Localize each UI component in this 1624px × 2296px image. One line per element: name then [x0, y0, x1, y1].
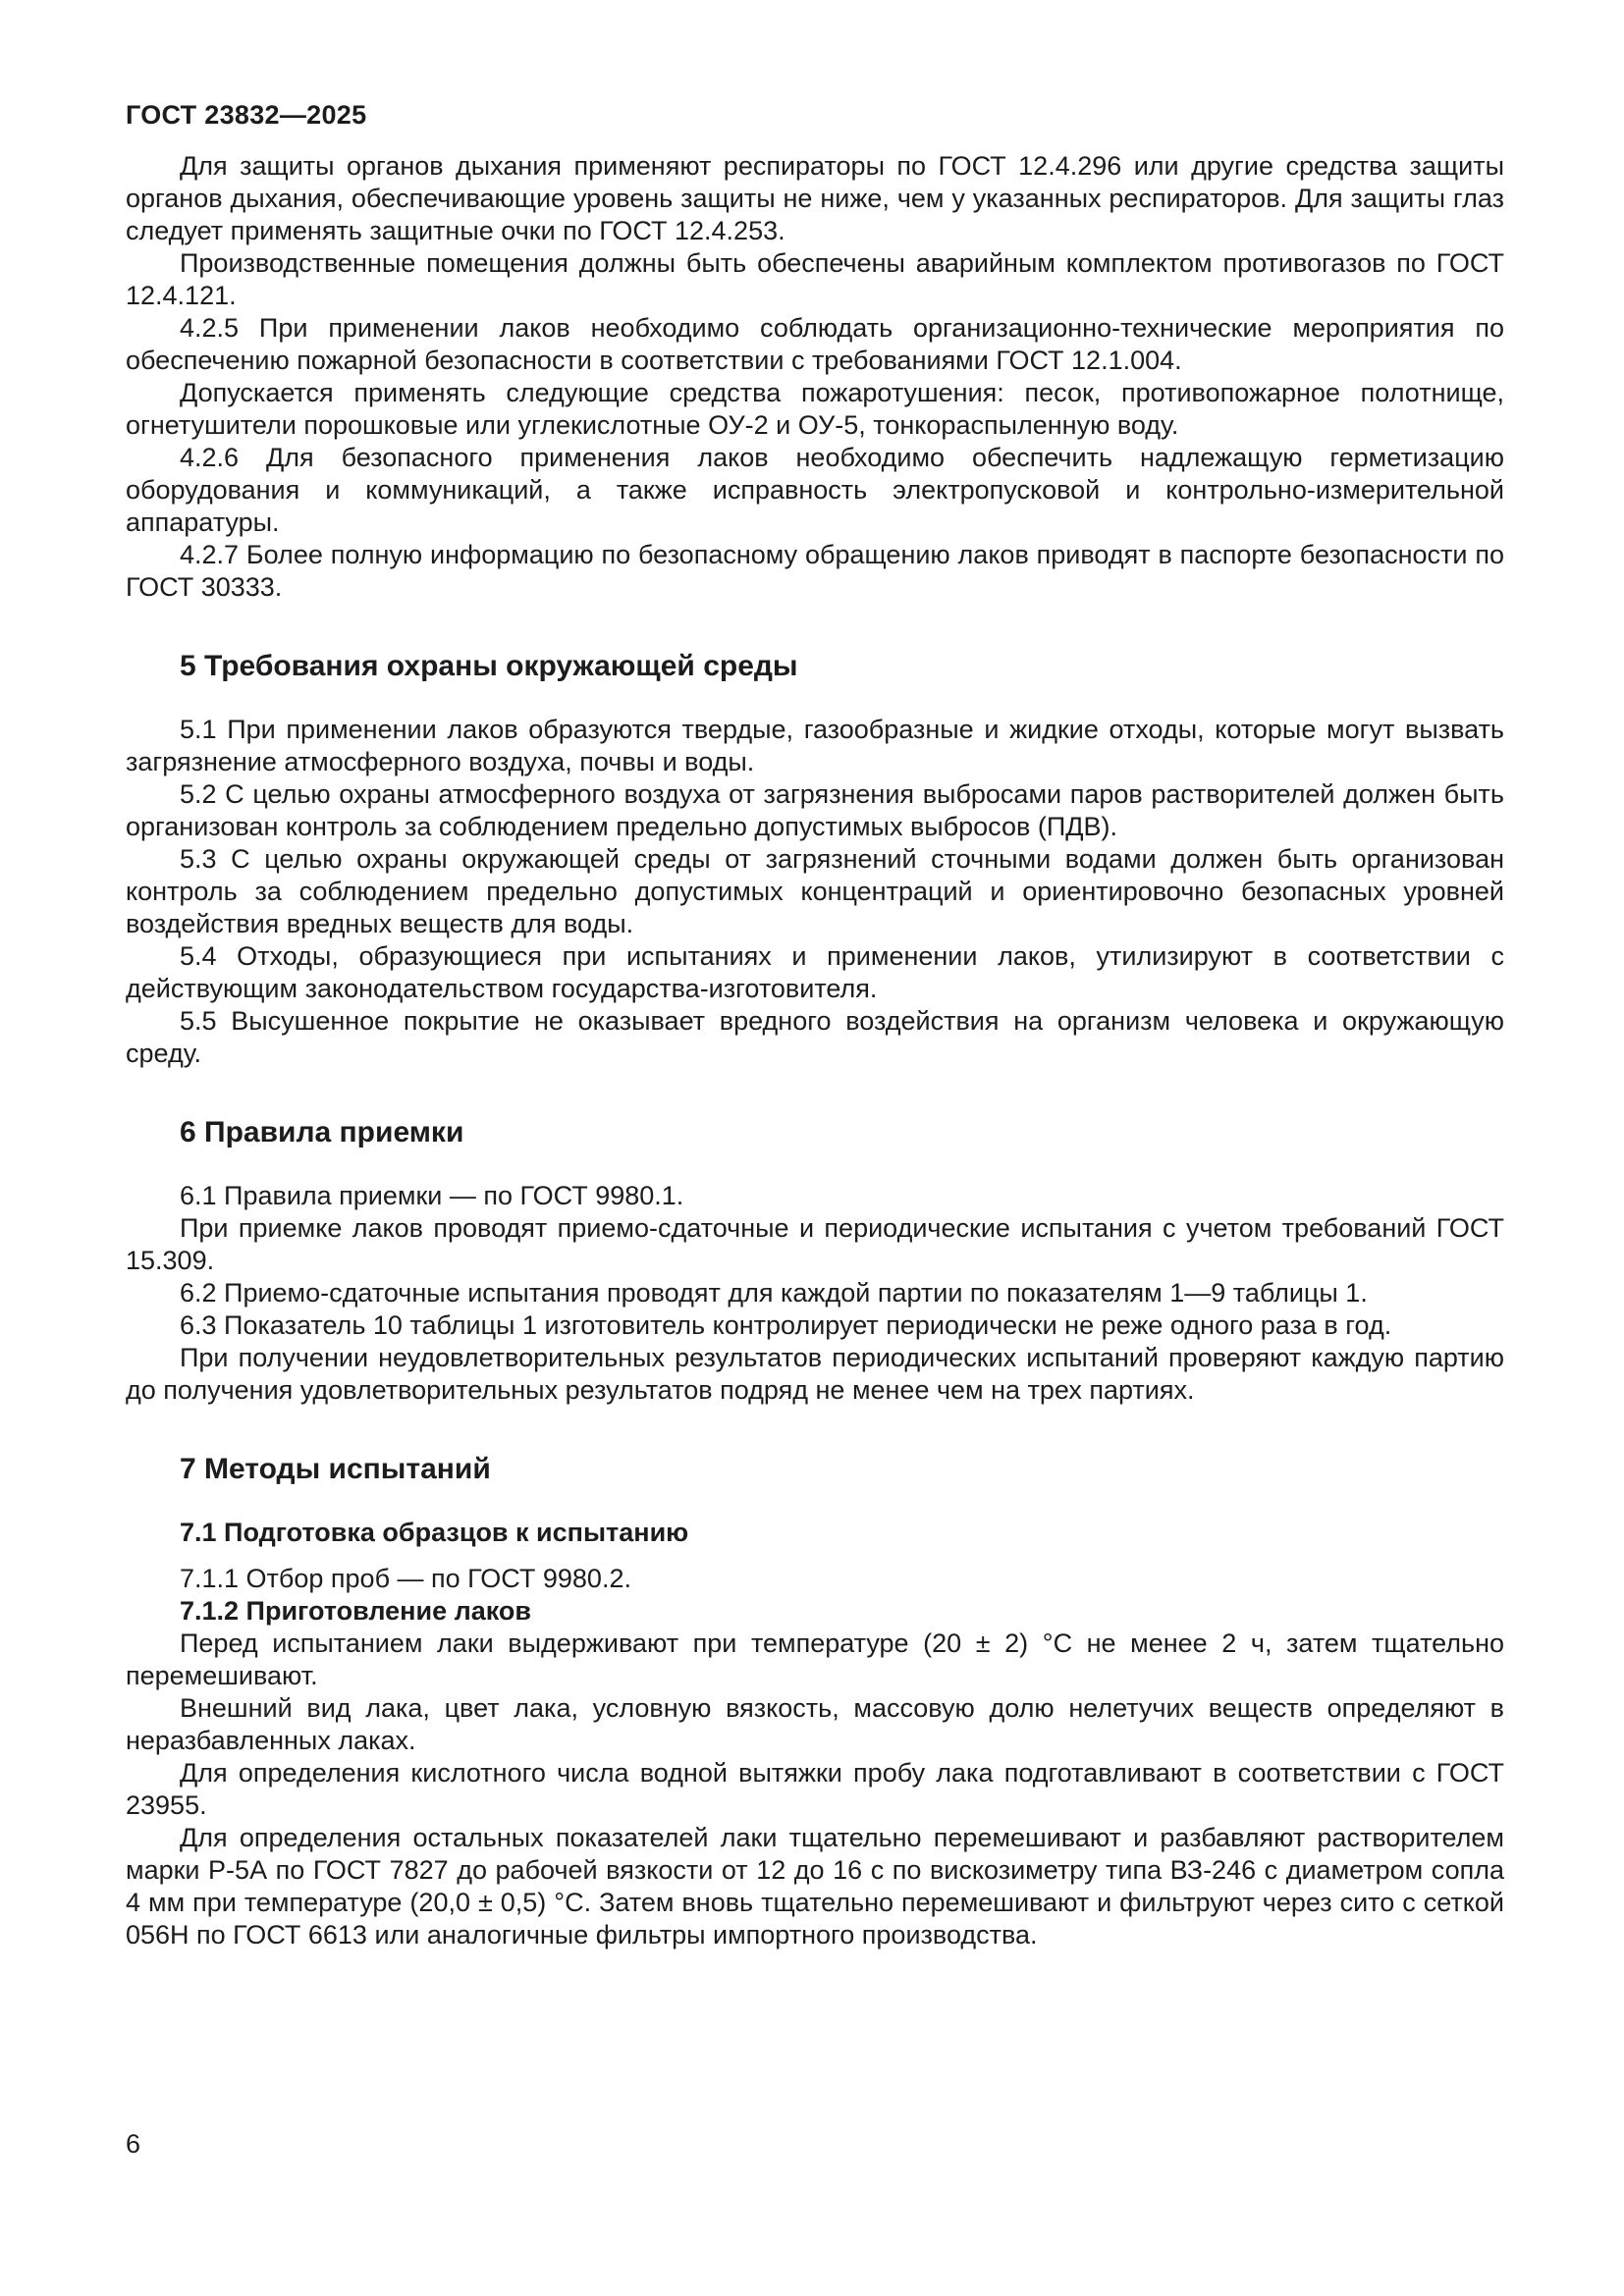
paragraph: 6.1 Правила приемки — по ГОСТ 9980.1. [180, 1181, 684, 1210]
section-7-title: 7 Методы испытаний [180, 1453, 491, 1485]
subsection-7-1-title: 7.1 Подготовка образцов к испытанию [180, 1518, 689, 1547]
paragraph: Производственные помещения должны быть обеспечены аварийным комплектом противогазов по ГОСТ 12.4.121. [126, 248, 1504, 310]
paragraph: 7.1.1 Отбор проб — по ГОСТ 9980.2. [180, 1564, 631, 1593]
paragraph: Для определения остальных показателей лаки тщательно перемешивают и разбавляют растворителем марки Р-5А по ГОСТ 7827 до рабочей вязкости от 12 до 16 с по вискозиметру типа ВЗ-246 с диаметром сопла 4 мм при температуре (20,0 ± 0,5) °С. Затем вновь тщательно перемешивают и фильтруют через сито с сеткой 056Н по ГОСТ 6613 или аналогичные фильтры импортного производства. [126, 1823, 1504, 1949]
subsection-7-1-2-title: 7.1.2 Приготовление лаков [180, 1596, 532, 1626]
paragraph: 5.3 С целью охраны окружающей среды от загрязнений сточными водами должен быть организован контроль за соблюдением предельно допустимых концентраций и ориентировочно безопасных уровней воздействия вредных веществ для воды. [126, 844, 1504, 938]
paragraph: 6.3 Показатель 10 таблицы 1 изготовитель контролирует периодически не реже одного раза в год. [180, 1310, 1392, 1340]
paragraph: Перед испытанием лаки выдерживают при температуре (20 ± 2) °С не менее 2 ч, затем тщательно перемешивают. [126, 1629, 1504, 1690]
paragraph: Допускается применять следующие средства пожаротушения: песок, противопожарное полотнище, огнетушители порошковые или углекислотные ОУ-2 и ОУ-5, тонкораспыленную воду. [126, 378, 1504, 440]
paragraph: 5.4 Отходы, образующиеся при испытаниях и применении лаков, утилизируют в соответствии с действующим законодательством государства-изготовителя. [126, 941, 1504, 1003]
paragraph: Для защиты органов дыхания применяют респираторы по ГОСТ 12.4.296 или другие средства защиты органов дыхания, обеспечивающие уровень защиты не ниже, чем у указанных респираторов. Для защиты глаз следует применять защитные очки по ГОСТ 12.4.253. [126, 151, 1504, 245]
document-header: ГОСТ 23832—2025 [126, 100, 367, 130]
paragraph: 4.2.5 При применении лаков необходимо соблюдать организационно-технические мероприятия по обеспечению пожарной безопасности в соответствии с требованиями ГОСТ 12.1.004. [126, 313, 1504, 375]
paragraph: 5.2 С целью охраны атмосферного воздуха от загрязнения выбросами паров растворителей должен быть организован контроль за соблюдением предельно допустимых выбросов (ПДВ). [126, 779, 1504, 841]
section-6-title: 6 Правила приемки [180, 1116, 464, 1148]
section-5-title: 5 Требования охраны окружающей среды [180, 650, 798, 682]
page-number: 6 [126, 2129, 141, 2159]
paragraph: Внешний вид лака, цвет лака, условную вязкость, массовую долю нелетучих веществ определяют в неразбавленных лаках. [126, 1693, 1504, 1755]
paragraph: Для определения кислотного числа водной вытяжки пробу лака подготавливают в соответствии с ГОСТ 23955. [126, 1758, 1504, 1820]
paragraph: При получении неудовлетворительных результатов периодических испытаний проверяют каждую партию до получения удовлетворительных результатов подряд не менее чем на трех партиях. [126, 1343, 1504, 1405]
paragraph: 5.1 При применении лаков образуются твердые, газообразные и жидкие отходы, которые могут вызвать загрязнение атмосферного воздуха, почвы и воды. [126, 715, 1504, 776]
paragraph: 4.2.6 Для безопасного применения лаков необходимо обеспечить надлежащую герметизацию оборудования и коммуникаций, а также исправность электропусковой и контрольно-измерительной аппаратуры. [126, 443, 1504, 537]
paragraph: 5.5 Высушенное покрытие не оказывает вредного воздействия на организм человека и окружающую среду. [126, 1006, 1504, 1068]
paragraph: 6.2 Приемо-сдаточные испытания проводят для каждой партии по показателям 1—9 таблицы 1. [180, 1278, 1368, 1308]
paragraph: При приемке лаков проводят приемо-сдаточные и периодические испытания с учетом требований ГОСТ 15.309. [126, 1213, 1504, 1275]
paragraph: 4.2.7 Более полную информацию по безопасному обращению лаков приводят в паспорте безопасности по ГОСТ 30333. [126, 540, 1504, 602]
